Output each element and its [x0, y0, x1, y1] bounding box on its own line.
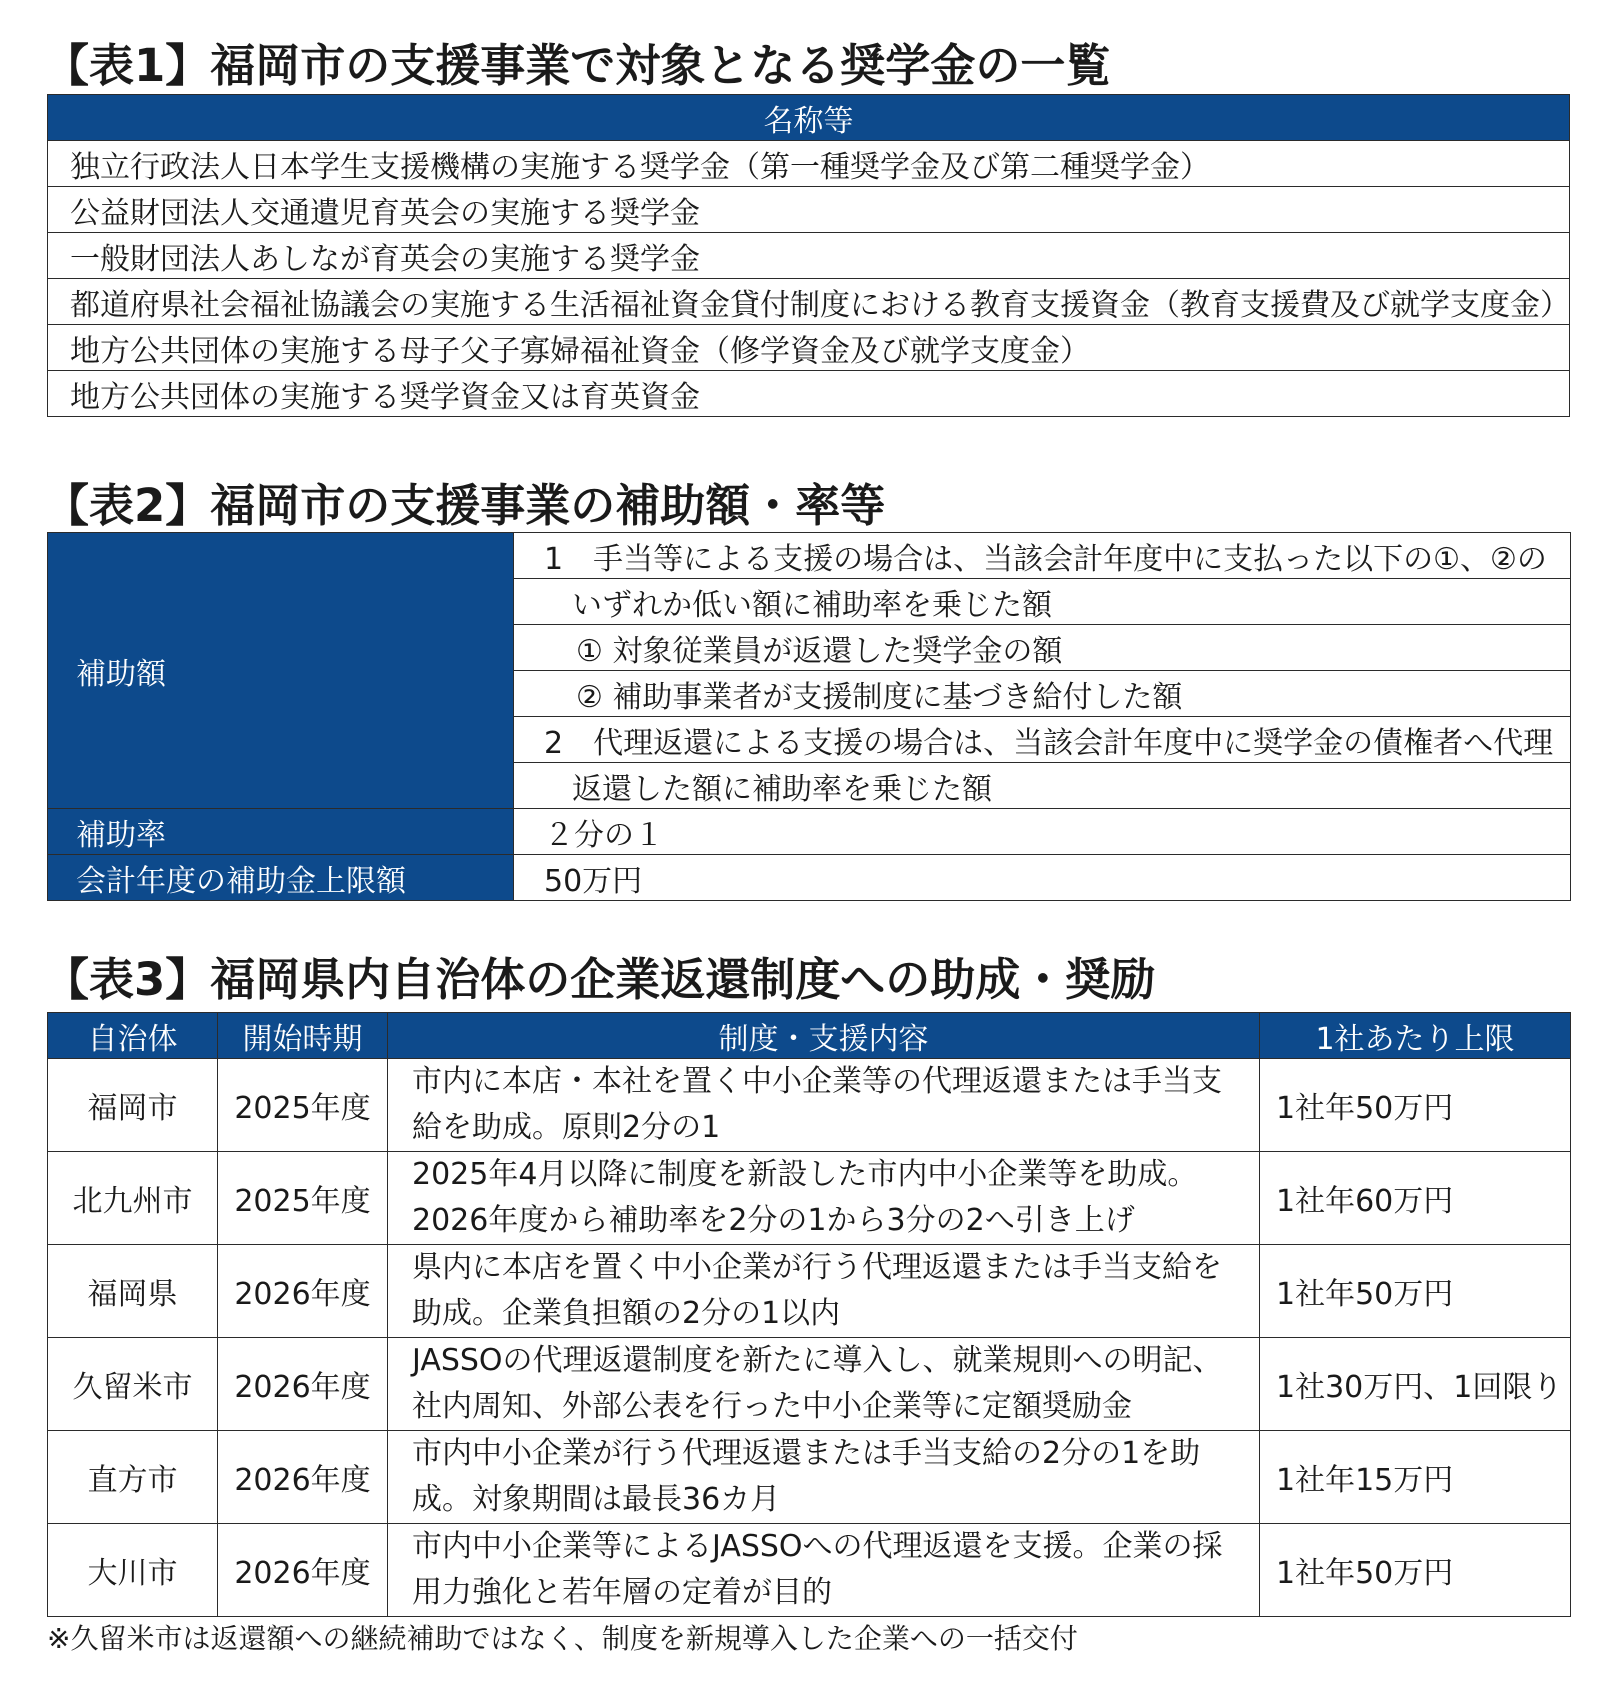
limit-cell: 1社年15万円 — [1260, 1431, 1571, 1524]
city-cell: 久留米市 — [48, 1338, 218, 1431]
table2-title: 【表2】福岡市の支援事業の補助額・率等 — [44, 479, 886, 532]
subsidy-amount-line: 1 手当等による支援の場合は、当該会計年度中に支払った以下の①、②の — [514, 533, 1571, 579]
subsidy-rate-label: 補助率 — [48, 809, 514, 855]
content-line: 成。対象期間は最長36カ月 — [412, 1482, 781, 1517]
city-cell: 福岡県 — [48, 1245, 218, 1338]
content-line: 市内中小企業が行う代理返還または手当支給の2分の1を助 — [412, 1436, 1201, 1471]
subsidy-amount-line: ① 対象従業員が返還した奨学金の額 — [514, 625, 1571, 671]
table-row — [48, 1152, 1571, 1245]
footnote: ※久留米市は返還額への継続補助ではなく、制度を新規導入した企業への一括交付 — [47, 1622, 1078, 1655]
header-content: 制度・支援内容 — [388, 1013, 1260, 1059]
content-line: 2026年度から補助率を2分の1から3分の2へ引き上げ — [412, 1203, 1135, 1238]
content-cell — [388, 1524, 1260, 1617]
content-line: 2025年4月以降に制度を新設した市内中小企業等を助成。 — [412, 1157, 1198, 1192]
limit-cell: 1社年50万円 — [1260, 1245, 1571, 1338]
content-cell — [388, 1431, 1260, 1524]
content-line: 助成。企業負担額の2分の1以内 — [412, 1296, 841, 1331]
subsidy-limit-value: 50万円 — [514, 855, 1571, 901]
city-cell: 直方市 — [48, 1431, 218, 1524]
table1 — [47, 94, 1570, 417]
content-line: 市内中小企業等によるJASSOへの代理返還を支援。企業の採 — [412, 1529, 1223, 1564]
subsidy-amount-line: 2 代理返還による支援の場合は、当該会計年度中に奨学金の債権者へ代理 — [514, 717, 1571, 763]
city-cell: 大川市 — [48, 1524, 218, 1617]
subsidy-amount-line: ② 補助事業者が支援制度に基づき給付した額 — [514, 671, 1571, 717]
start-cell: 2025年度 — [218, 1152, 388, 1245]
limit-cell: 1社年50万円 — [1260, 1059, 1571, 1152]
content-cell — [388, 1152, 1260, 1245]
table1-row: 公益財団法人交通遺児育英会の実施する奨学金 — [48, 187, 1570, 233]
city-cell: 福岡市 — [48, 1059, 218, 1152]
table3-title: 【表3】福岡県内自治体の企業返還制度への助成・奨励 — [44, 953, 1156, 1006]
start-cell: 2026年度 — [218, 1431, 388, 1524]
subsidy-amount-line: いずれか低い額に補助率を乗じた額 — [514, 579, 1571, 625]
table1-row: 一般財団法人あしなが育英会の実施する奨学金 — [48, 233, 1570, 279]
content-cell — [388, 1059, 1260, 1152]
content-line: JASSOの代理返還制度を新たに導入し、就業規則への明記、 — [412, 1343, 1223, 1378]
limit-cell: 1社30万円、1回限り — [1260, 1338, 1571, 1431]
limit-cell: 1社年50万円 — [1260, 1524, 1571, 1617]
header-city: 自治体 — [48, 1013, 218, 1059]
content-line: 社内周知、外部公表を行った中小企業等に定額奨励金 — [412, 1389, 1132, 1424]
header-limit: 1社あたり上限 — [1260, 1013, 1571, 1059]
subsidy-limit-label: 会計年度の補助金上限額 — [48, 855, 514, 901]
table-row — [48, 1245, 1571, 1338]
table-row — [48, 1524, 1571, 1617]
table1-header: 名称等 — [48, 95, 1570, 141]
table1-title: 【表1】福岡市の支援事業で対象となる奨学金の一覧 — [44, 39, 1111, 92]
table3 — [47, 1012, 1571, 1617]
start-cell: 2026年度 — [218, 1245, 388, 1338]
table1-row: 地方公共団体の実施する奨学資金又は育英資金 — [48, 371, 1570, 417]
content-line: 市内に本店・本社を置く中小企業等の代理返還または手当支 — [412, 1064, 1222, 1099]
subsidy-rate-value: ２分の１ — [514, 809, 1571, 855]
table-row — [48, 1059, 1571, 1152]
subsidy-amount-label: 補助額 — [48, 533, 514, 809]
table-row — [48, 1431, 1571, 1524]
header-start: 開始時期 — [218, 1013, 388, 1059]
content-line: 給を助成。原則2分の1 — [412, 1110, 721, 1145]
city-cell: 北九州市 — [48, 1152, 218, 1245]
table1-row: 地方公共団体の実施する母子父子寡婦福祉資金（修学資金及び就学支度金） — [48, 325, 1570, 371]
content-line: 県内に本店を置く中小企業が行う代理返還または手当支給を — [412, 1250, 1222, 1285]
limit-cell: 1社年60万円 — [1260, 1152, 1571, 1245]
table1-row: 都道府県社会福祉協議会の実施する生活福祉資金貸付制度における教育支援資金（教育支援費及び就学支度金） — [48, 279, 1570, 325]
subsidy-amount-line: 返還した額に補助率を乗じた額 — [514, 763, 1571, 809]
table2 — [47, 532, 1571, 901]
table-row — [48, 1338, 1571, 1431]
content-line: 用力強化と若年層の定着が目的 — [412, 1575, 832, 1610]
content-cell — [388, 1245, 1260, 1338]
table1-row: 独立行政法人日本学生支援機構の実施する奨学金（第一種奨学金及び第二種奨学金） — [48, 141, 1570, 187]
start-cell: 2026年度 — [218, 1524, 388, 1617]
start-cell: 2025年度 — [218, 1059, 388, 1152]
content-cell — [388, 1338, 1260, 1431]
start-cell: 2026年度 — [218, 1338, 388, 1431]
